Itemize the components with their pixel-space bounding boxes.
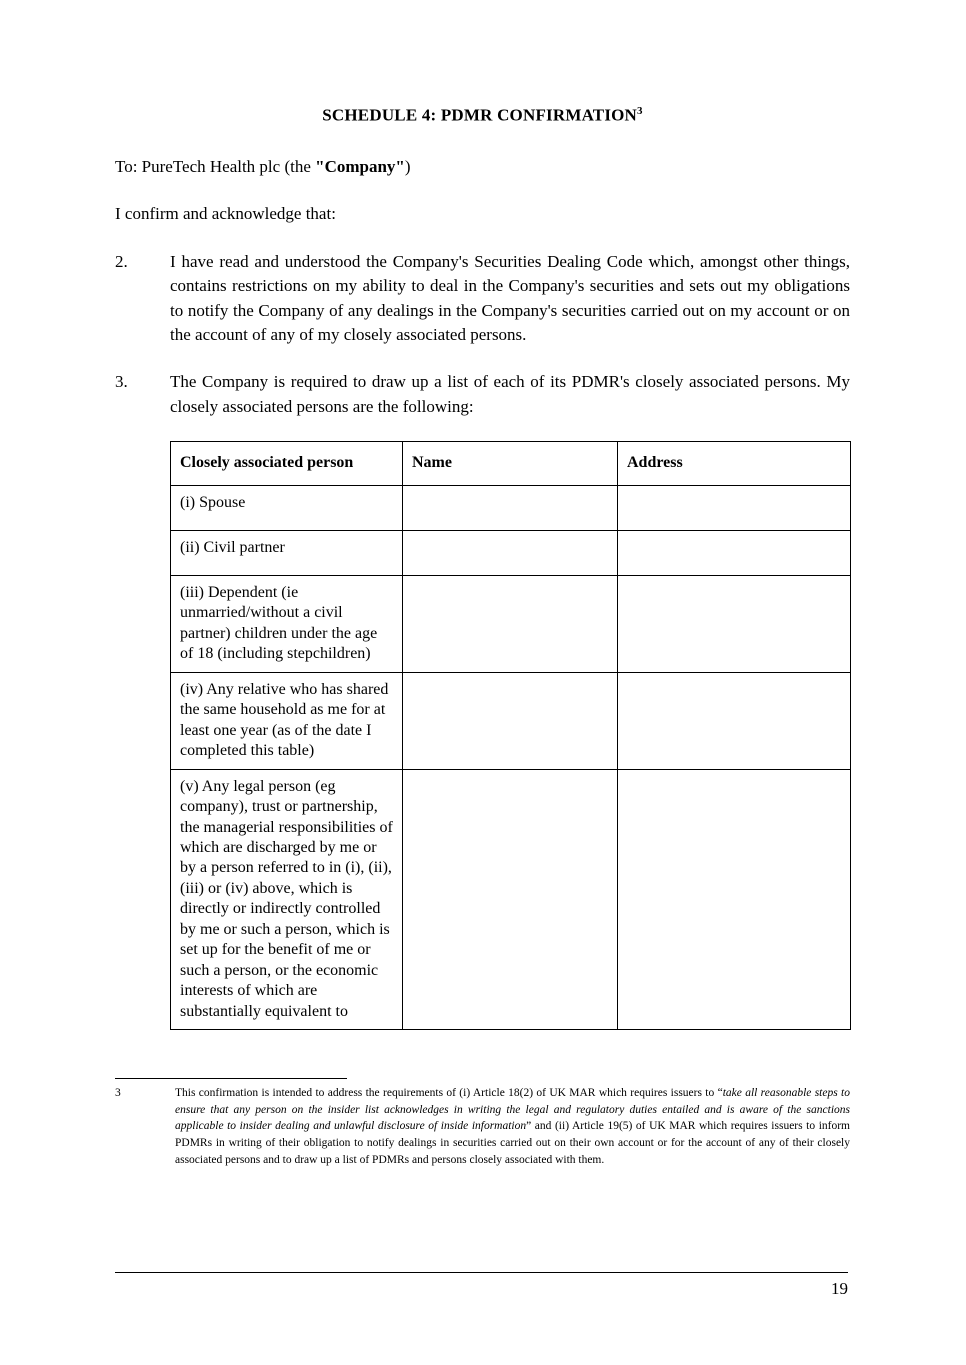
table-row [171,485,851,530]
page-title [115,105,850,126]
document-content [115,105,850,1030]
addressee-suffix: ) [404,156,411,176]
clause-3-text: The Company is required to draw up a list of each of its PDMR's closely associated persons. My closely associated persons are the following: [170,372,850,416]
row-person-dependent: (iii) Dependent (ie unmarried/without a civil partner) children under the age of 18 (including stepchildren) [171,575,403,672]
page-title-text: SCHEDULE 4: PDMR CONFIRMATION [322,105,638,125]
title-footnote-marker: 3 [637,105,643,117]
addressee-line [115,156,850,179]
footnote-quote-italic: take all reasonable steps to ensure that any person on the insider list acknowledges in writing the legal and regulatory duties entailed and is aware of the sanctions applicable to insider dealing and unlawful disclosure of inside information [175,1087,850,1133]
footnote-part-2: ” and (ii) Article 19(5) of UK MAR which requires issuers to inform PDMRs in writing of their obligation to notify dealings in securities carried out on their own account or for the account of any of their closely associated persons and to draw up a list of PDMRs and persons closely associated with them. [175,1120,850,1166]
footnote-number: 3 [115,1087,121,1099]
row-address-spouse[interactable] [618,485,851,530]
table-row [171,672,851,769]
clause-3-number: 3. [115,372,128,392]
row-name-civil-partner[interactable] [403,530,618,575]
footer-separator [115,1272,848,1273]
page-footer [115,1272,848,1299]
row-person-legal-person: (v) Any legal person (eg company), trust or partnership, the managerial responsibilities of which are discharged by me or by a person referred to in (i), (ii), (iii) or (iv) above, which is directly or indirectly controlled by me or such a person, which is set up for the benefit of me or such a person, or the economic interests of which are substantially equivalent to [171,769,403,1030]
row-address-dependent[interactable] [618,575,851,672]
row-address-relative[interactable] [618,672,851,769]
row-name-spouse[interactable] [403,485,618,530]
clause-2-text: I have read and understood the Company's Securities Dealing Code which, amongst other things, contains restrictions on my ability to deal in the Company's securities and sets out my obligations to notify the Company of any dealings in the Company's securities carried out on my account or on the account of any of my closely associated persons. [170,251,850,345]
row-name-dependent[interactable] [403,575,618,672]
addressee-prefix: To: PureTech Health plc (the [115,156,316,176]
table-header-person: Closely associated person [171,442,403,485]
row-person-relative: (iv) Any relative who has shared the same household as me for at least one year (as of the date I completed this table) [171,672,403,769]
table-header-row [171,442,851,485]
table-header-name: Name [403,442,618,485]
footnote-3 [115,1085,850,1168]
clause-3 [115,370,850,419]
table-header-address: Address [618,442,851,485]
row-person-spouse: (i) Spouse [171,485,403,530]
footnote-area [115,1078,850,1168]
clause-2-number: 2. [115,251,128,271]
row-address-legal-person[interactable] [618,769,851,1030]
table-row [171,575,851,672]
company-defined-term: "Company" [315,156,405,176]
table-row [171,769,851,1030]
closely-associated-persons-table [170,441,851,1030]
footnote-separator [115,1078,347,1079]
page-number: 19 [831,1279,848,1298]
row-address-civil-partner[interactable] [618,530,851,575]
row-name-relative[interactable] [403,672,618,769]
table-row [171,530,851,575]
intro-line: I confirm and acknowledge that: [115,203,336,223]
row-person-civil-partner: (ii) Civil partner [171,530,403,575]
row-name-legal-person[interactable] [403,769,618,1030]
footnote-text [175,1085,850,1168]
clause-2 [115,250,850,349]
footnote-part-1: This confirmation is intended to address the requirements of (i) Article 18(2) of UK MAR which requires issuers to “ [175,1087,723,1099]
